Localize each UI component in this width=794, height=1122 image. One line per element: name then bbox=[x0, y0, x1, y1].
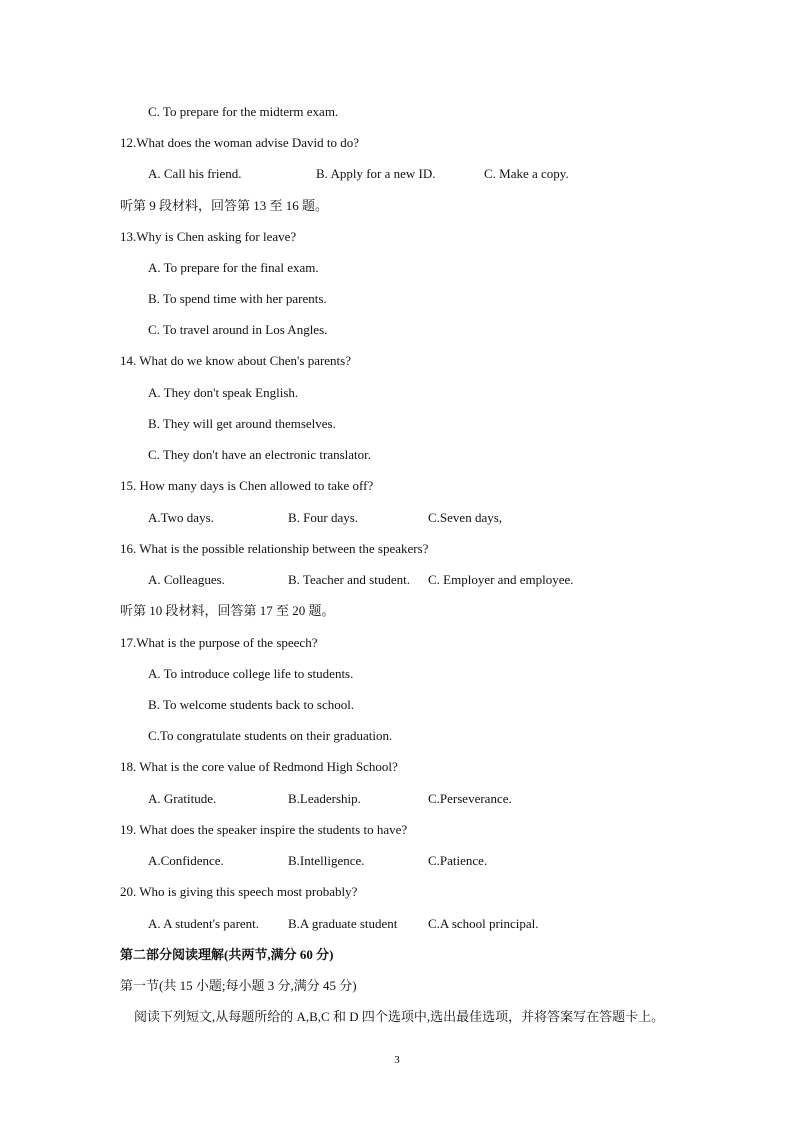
q13-option-b: B. To spend time with her parents. bbox=[148, 291, 327, 306]
question-12: 12.What does the woman advise David to do? bbox=[120, 135, 359, 150]
q15-option-c: C.Seven days, bbox=[428, 510, 503, 525]
section-instruction-10: 听第 10 段材料，回答第 17 至 20 题。 bbox=[120, 603, 335, 618]
question-19: 19. What does the speaker inspire the students to have? bbox=[120, 822, 408, 837]
question-18: 18. What is the core value of Redmond High School? bbox=[120, 759, 398, 774]
q14-option-a: A. They don't speak English. bbox=[148, 385, 299, 400]
q19-option-a: A.Confidence. bbox=[148, 853, 224, 868]
q16-option-a: A. Colleagues. bbox=[148, 572, 225, 587]
q15-option-a: A.Two days. bbox=[148, 510, 214, 525]
reading-instruction: 阅读下列短文,从每题所给的 A,B,C 和 D 四个选项中,选出最佳选项，并将答案写在答题卡上。 bbox=[134, 1009, 665, 1024]
q17-option-c: C.To congratulate students on their graduation. bbox=[148, 728, 393, 743]
q20-option-c: C.A school principal. bbox=[428, 916, 539, 931]
q18-option-c: C.Perseverance. bbox=[428, 791, 512, 806]
q12-option-a: A. Call his friend. bbox=[148, 166, 242, 181]
q18-option-b: B.Leadership. bbox=[288, 791, 361, 806]
question-16: 16. What is the possible relationship between the speakers? bbox=[120, 541, 429, 556]
q18-option-a: A. Gratitude. bbox=[148, 791, 217, 806]
section-instruction-9: 听第 9 段材料，回答第 13 至 16 题。 bbox=[120, 198, 329, 213]
q11-option-c: C. To prepare for the midterm exam. bbox=[148, 104, 339, 119]
q13-option-a: A. To prepare for the final exam. bbox=[148, 260, 319, 275]
part-two-heading: 第二部分阅读理解(共两节,满分 60 分) bbox=[120, 947, 334, 962]
q14-option-c: C. They don't have an electronic translator. bbox=[148, 447, 372, 462]
q12-option-c: C. Make a copy. bbox=[484, 166, 569, 181]
q16-option-c: C. Employer and employee. bbox=[428, 572, 574, 587]
q20-option-b: B.A graduate student bbox=[288, 916, 398, 931]
page-number: 3 bbox=[394, 1054, 400, 1066]
question-20: 20. Who is giving this speech most probably? bbox=[120, 884, 358, 899]
question-17: 17.What is the purpose of the speech? bbox=[120, 635, 318, 650]
q17-option-a: A. To introduce college life to students. bbox=[148, 666, 354, 681]
q20-option-a: A. A student's parent. bbox=[148, 916, 260, 931]
q19-option-c: C.Patience. bbox=[428, 853, 488, 868]
q14-option-b: B. They will get around themselves. bbox=[148, 416, 336, 431]
q17-option-b: B. To welcome students back to school. bbox=[148, 697, 355, 712]
question-13: 13.Why is Chen asking for leave? bbox=[120, 229, 297, 244]
q12-option-b: B. Apply for a new ID. bbox=[316, 166, 436, 181]
question-15: 15. How many days is Chen allowed to take off? bbox=[120, 478, 374, 493]
question-14: 14. What do we know about Chen's parents? bbox=[120, 353, 351, 368]
q19-option-b: B.Intelligence. bbox=[288, 853, 365, 868]
q15-option-b: B. Four days. bbox=[288, 510, 359, 525]
section-one-heading: 第一节(共 15 小题;每小题 3 分,满分 45 分) bbox=[120, 978, 357, 993]
q13-option-c: C. To travel around in Los Angles. bbox=[148, 322, 328, 337]
q16-option-b: B. Teacher and student. bbox=[288, 572, 410, 587]
